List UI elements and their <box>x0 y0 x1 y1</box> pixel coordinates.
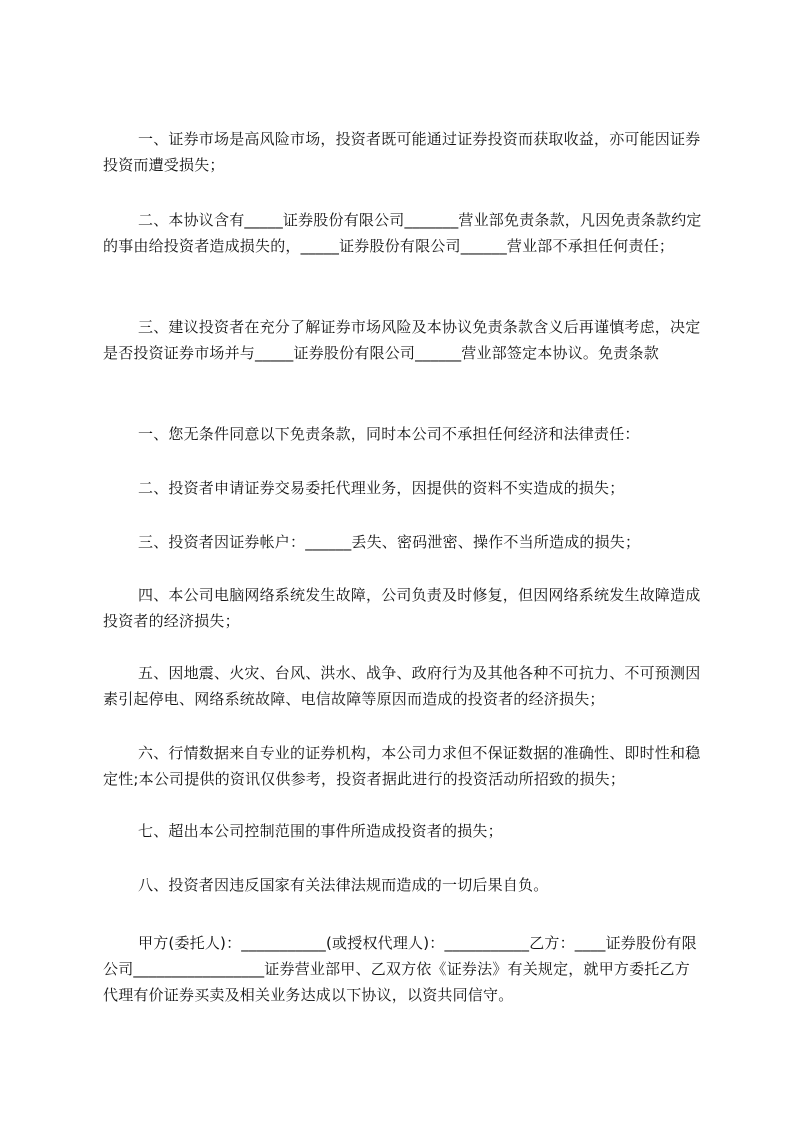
paragraph-disclaimer-8: 八、投资者因违反国家有关法律法规而造成的一切后果自负。 <box>138 876 549 894</box>
paragraph-disclaimer-7: 七、超出本公司控制范围的事件所造成投资者的损失； <box>138 822 503 840</box>
paragraph-risk-warning-2: 二、本协议含有_____证券股份有限公司_______营业部免责条款，凡因免责条款约定的事由给投资者造成损失的，_____证券股份有限公司______营业部不承担任何责任； <box>103 211 702 255</box>
paragraph-disclaimer-3: 三、投资者因证券帐户：______丢失、密码泄密、操作不当所造成的损失； <box>138 533 641 551</box>
paragraph-disclaimer-5: 五、因地震、火灾、台风、洪水、战争、政府行为及其他各种不可抗力、不可预测因素引起停电、网络系统故障、电信故障等原因而造成的投资者的经济损失； <box>103 664 701 708</box>
paragraph-disclaimer-4: 四、本公司电脑网络系统发生故障，公司负责及时修复，但因网络系统发生故障造成投资者的经济损失； <box>103 586 701 630</box>
paragraph-disclaimer-2: 二、投资者申请证券交易委托代理业务，因提供的资料不实造成的损失； <box>138 479 625 497</box>
paragraph-agreement-parties: 甲方(委托人)：___________(或授权代理人)：___________乙方：____证券股份有限公司_________________证券营业部甲、乙双方依《证券法》有关规定，就甲方委托乙方代理有价证券买卖及相关业务达成以下协议，以资共同信守。 <box>103 934 697 1004</box>
paragraph-risk-warning-1: 一、证券市场是高风险市场，投资者既可能通过证券投资而获取收益，亦可能因证券投资而遭受损失； <box>103 130 701 174</box>
paragraph-disclaimer-6: 六、行情数据来自专业的证券机构，本公司力求但不保证数据的准确性、即时性和稳定性;本公司提供的资讯仅供参考，投资者据此进行的投资活动所招致的损失； <box>103 744 701 788</box>
paragraph-disclaimer-1: 一、您无条件同意以下免责条款，同时本公司不承担任何经济和法律责任： <box>138 425 640 443</box>
paragraph-risk-warning-3: 三、建议投资者在充分了解证券市场风险及本协议免责条款含义后再谨慎考虑，决定是否投资证券市场并与_____证券股份有限公司______营业部签定本协议。免责条款 <box>103 318 701 362</box>
